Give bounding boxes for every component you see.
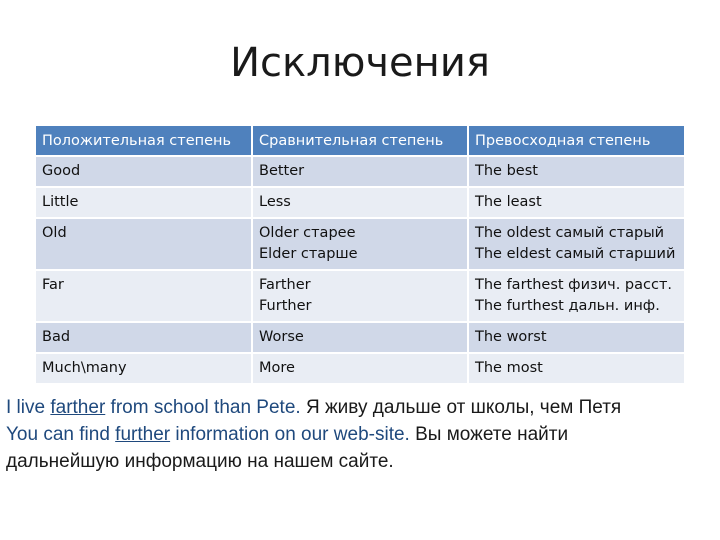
example-sentences xyxy=(6,394,716,475)
cell-line: The oldest самый старый xyxy=(475,225,665,241)
cell-positive xyxy=(36,218,252,270)
cell-line: Worse xyxy=(259,329,304,345)
cell-positive xyxy=(36,156,252,187)
cell-superlative xyxy=(468,270,685,322)
cell-line: Less xyxy=(259,194,291,210)
example-en-text: from school than Pete. xyxy=(105,397,301,418)
example-line-2 xyxy=(6,421,716,448)
example-ru-text: Вы можете найти xyxy=(409,424,569,445)
cell-line: Good xyxy=(42,163,81,179)
cell-positive xyxy=(36,322,252,353)
example-en-text: You can find xyxy=(6,424,116,445)
cell-line: The most xyxy=(475,360,543,376)
table-row xyxy=(36,353,685,383)
cell-line: Little xyxy=(42,194,79,210)
table-row xyxy=(36,270,685,322)
cell-positive xyxy=(36,187,252,218)
example-en-text: I live xyxy=(6,397,51,418)
cell-superlative xyxy=(468,156,685,187)
cell-line: Farther xyxy=(259,277,311,293)
degrees-table xyxy=(36,126,686,383)
cell-comparative xyxy=(252,270,468,322)
example-ru-text: Я живу дальше от школы, чем Петя xyxy=(300,397,622,418)
cell-line: Far xyxy=(42,277,64,293)
example-keyword: farther xyxy=(50,397,106,418)
cell-line: Elder старше xyxy=(259,246,358,262)
cell-comparative xyxy=(252,353,468,383)
cell-line: The best xyxy=(475,163,538,179)
cell-line: Much\many xyxy=(42,360,127,376)
example-en-text: information on our web-site. xyxy=(170,424,410,445)
cell-superlative xyxy=(468,187,685,218)
cell-superlative xyxy=(468,218,685,270)
cell-line: Bad xyxy=(42,329,71,345)
cell-line: The least xyxy=(475,194,542,210)
cell-comparative xyxy=(252,322,468,353)
table-row xyxy=(36,156,685,187)
cell-comparative xyxy=(252,218,468,270)
example-keyword: further xyxy=(115,424,171,445)
cell-superlative xyxy=(468,322,685,353)
cell-line: The farthest физич. расст. xyxy=(475,277,673,293)
table-row xyxy=(36,322,685,353)
cell-comparative xyxy=(252,187,468,218)
header-superlative: Превосходная степень xyxy=(468,126,685,156)
cell-line: The eldest самый старший xyxy=(475,246,676,262)
cell-comparative xyxy=(252,156,468,187)
cell-line: The furthest дальн. инф. xyxy=(475,298,660,314)
cell-line: Better xyxy=(259,163,305,179)
cell-line: Old xyxy=(42,225,67,241)
cell-line: Further xyxy=(259,298,312,314)
header-comparative: Сравнительная степень xyxy=(252,126,468,156)
table-header-row xyxy=(36,126,685,156)
slide-title: Исключения xyxy=(230,40,490,86)
example-line-1 xyxy=(6,394,716,421)
cell-positive xyxy=(36,270,252,322)
example-line-3: дальнейшую информацию на нашем сайте. xyxy=(6,451,394,472)
header-positive: Положительная степень xyxy=(36,126,252,156)
cell-positive xyxy=(36,353,252,383)
cell-superlative xyxy=(468,353,685,383)
table-row xyxy=(36,218,685,270)
cell-line: Older старее xyxy=(259,225,356,241)
cell-line: The worst xyxy=(475,329,547,345)
cell-line: More xyxy=(259,360,295,376)
table-row xyxy=(36,187,685,218)
